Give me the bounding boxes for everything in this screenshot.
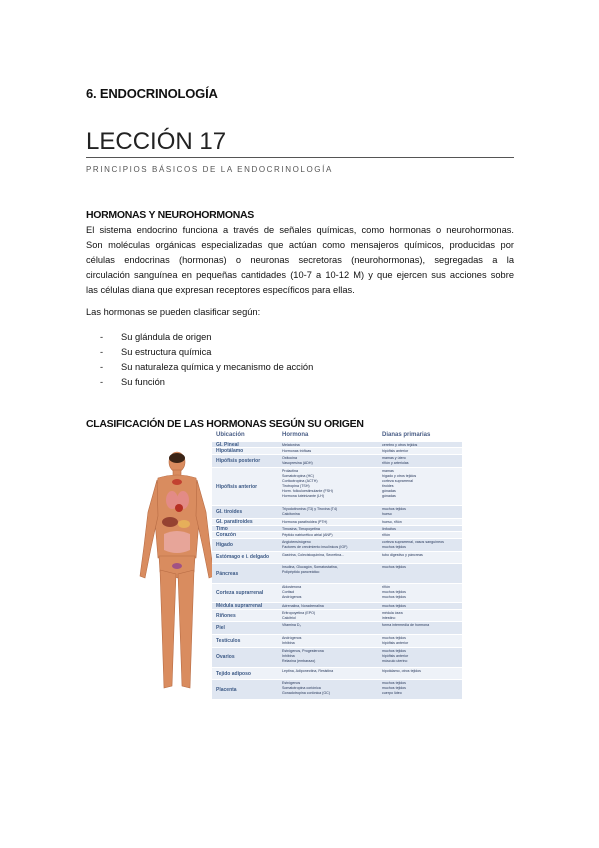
row-hormones: Melatonina	[282, 443, 300, 447]
lesson-title: LECCIÓN 17	[86, 128, 227, 155]
row-targets: muchos tejidos muchos tejidos cuerpo lúteo	[382, 681, 406, 696]
row-hormones: Péptido natriurético atrial (ANP)	[282, 533, 333, 538]
column-header-targets: Dianas primarias	[382, 432, 431, 438]
row-hormones: Eritropoyetina (EPO) Calcitriol	[282, 610, 316, 620]
row-hormones: Hormona paratiroidea (PTH)	[282, 520, 328, 525]
table-row	[212, 455, 462, 468]
table-row	[212, 680, 462, 699]
row-targets: muchos tejidos hipófisis anterior	[382, 636, 409, 646]
row-targets: hipófisis anterior	[382, 449, 409, 454]
row-targets: forma intermedia de hormona	[382, 623, 430, 628]
row-targets: cerebro y otros tejidos	[382, 443, 418, 447]
row-location: Gl. tiroides	[216, 509, 243, 516]
row-hormones: Insulina, Glucagón, Somatostatina, Polipéptido pancreático	[282, 565, 338, 575]
row-location: Testículos	[216, 638, 241, 645]
classification-intro: Las hormonas se pueden clasificar según:	[86, 307, 261, 317]
paragraph-line: Son moléculas orgánicas especializadas que actúan como mensajeros químicos, producidas por	[86, 240, 514, 250]
column-header-hormone: Hormona	[282, 432, 309, 438]
row-targets: mamas y útero riñón y arteriolas	[382, 455, 409, 465]
row-hormones: Leptina, Adiponectina, Resistina	[282, 668, 334, 673]
row-targets: riñón muchos tejidos muchos tejidos	[382, 584, 406, 599]
row-targets: riñón	[382, 533, 390, 538]
paragraph-line: células endocrinas (hormonas) o neuronas secretoras (neurohormonas), segregadas a la	[86, 255, 514, 265]
row-location: Placenta	[216, 686, 237, 693]
row-targets: muchos tejidos	[382, 565, 406, 570]
table-row	[212, 468, 462, 507]
list-item: - Su estructura química	[100, 347, 212, 357]
lesson-divider	[86, 157, 514, 158]
lesson-subtitle: PRINCIPIOS BÁSICOS DE LA ENDOCRINOLOGÍA	[86, 165, 333, 174]
row-location: Tejido adiposo	[216, 670, 251, 677]
row-hormones: Vitamina D₃	[282, 623, 301, 628]
row-location: Páncreas	[216, 570, 239, 577]
table-row	[212, 635, 462, 648]
human-body-illustration	[138, 448, 216, 696]
table-row	[212, 648, 462, 667]
row-targets: médula ósea intestino	[382, 610, 403, 620]
row-targets: muchos tejidos hueso	[382, 507, 406, 517]
section-heading-classification: CLASIFICACIÓN DE LAS HORMONAS SEGÚN SU ORIGEN	[86, 418, 364, 430]
row-targets: mamas hígado y otros tejidos corteza suprarrenal tiroides gónadas gónadas	[382, 468, 417, 498]
hormone-table	[212, 442, 462, 700]
row-location: Estómago e i. delgado	[216, 554, 270, 561]
row-location: Corazón	[216, 531, 236, 538]
chapter-heading: 6. ENDOCRINOLOGÍA	[86, 86, 218, 101]
row-hormones: Triyodotironina (T3) y Tiroxina (T4) Calcitonina	[282, 507, 338, 517]
hormone-origin-figure	[130, 432, 462, 702]
table-row	[212, 552, 462, 565]
list-item: - Su función	[100, 377, 165, 387]
list-item: - Su glándula de origen	[100, 332, 212, 342]
row-location: Piel	[216, 625, 225, 632]
classification-list	[100, 330, 313, 390]
row-targets: tubo digestivo y páncreas	[382, 552, 423, 557]
hormones-paragraph	[86, 223, 514, 298]
row-location: Corteza suprarrenal	[216, 589, 264, 596]
row-hormones: Prolactina Somatotropina (HC) Corticotropina (ACTH) Tirotropina (TSH) Horm. foliculoestimulante (FSH) Hormona luteinizante (LH)	[282, 468, 333, 498]
table-row	[212, 564, 462, 583]
row-targets: hipotálamo, otros tejidos	[382, 668, 421, 673]
row-location: Médula suprarrenal	[216, 602, 263, 609]
row-targets: corteza suprarrenal, vasos sanguíneos muchos tejidos	[382, 539, 444, 549]
table-row	[212, 506, 462, 519]
row-hormones: Estrógenos Somatotropina coriónica Gonadotropina coriónica (GC)	[282, 681, 330, 696]
row-location: Hígado	[216, 541, 233, 548]
row-targets: muchos tejidos hipófisis anterior músculo uterino	[382, 649, 409, 664]
row-location: Hipotálamo	[216, 448, 244, 455]
row-targets: muchos tejidos	[382, 604, 406, 609]
row-location: Gl. Pineal	[216, 441, 239, 448]
row-targets: linfocitos	[382, 526, 396, 531]
row-hormones: Angiotensinógeno Factores de crecimiento insulínicos (IGF)	[282, 539, 348, 549]
table-row	[212, 610, 462, 623]
row-hormones: Oxitocina Vasopresina (ADH)	[282, 455, 313, 465]
row-hormones: Estrógenos, Progesterona Inhibina Relaxina (embarazo)	[282, 649, 324, 664]
list-item: - Su naturaleza química y mecanismo de acción	[100, 362, 314, 372]
column-header-location: Ubicación	[216, 432, 245, 438]
row-location: Timo	[216, 525, 228, 532]
table-row	[212, 668, 462, 681]
table-row	[212, 584, 462, 603]
section-heading-hormones: HORMONAS Y NEUROHORMONAS	[86, 209, 255, 221]
paragraph-line: circulación sanguínea en pequeñas cantidades (10-7 a 10-12 M) y que ejercen sus acciones sobre	[86, 270, 514, 280]
row-hormones: Adrenalina, Noradrenalina	[282, 604, 324, 609]
row-location: Gl. paratiroides	[216, 519, 253, 526]
row-hormones: Hormonas tróficas	[282, 449, 312, 454]
paragraph-line: El sistema endocrino funciona a través de señales químicas, como hormonas o neurohormonas.	[86, 225, 514, 235]
row-location: Riñones	[216, 612, 236, 619]
row-hormones: Aldosterona Cortisol Andrógenos	[282, 584, 302, 599]
row-location: Hipófisis anterior	[216, 483, 258, 490]
paragraph-line: las células diana que expresan receptores específicos para ellas.	[86, 285, 355, 295]
row-location: Hipófisis posterior	[216, 457, 261, 464]
row-hormones: Timosina, Timopoyetina	[282, 526, 320, 531]
row-location: Ovarios	[216, 654, 235, 661]
row-hormones: Gastrina, Colecistoquinina, Secretina...	[282, 552, 345, 557]
row-hormones: Andrógenos Inhibina	[282, 636, 302, 646]
table-row	[212, 539, 462, 552]
row-targets: hueso, riñón	[382, 520, 402, 525]
table-row	[212, 622, 462, 635]
